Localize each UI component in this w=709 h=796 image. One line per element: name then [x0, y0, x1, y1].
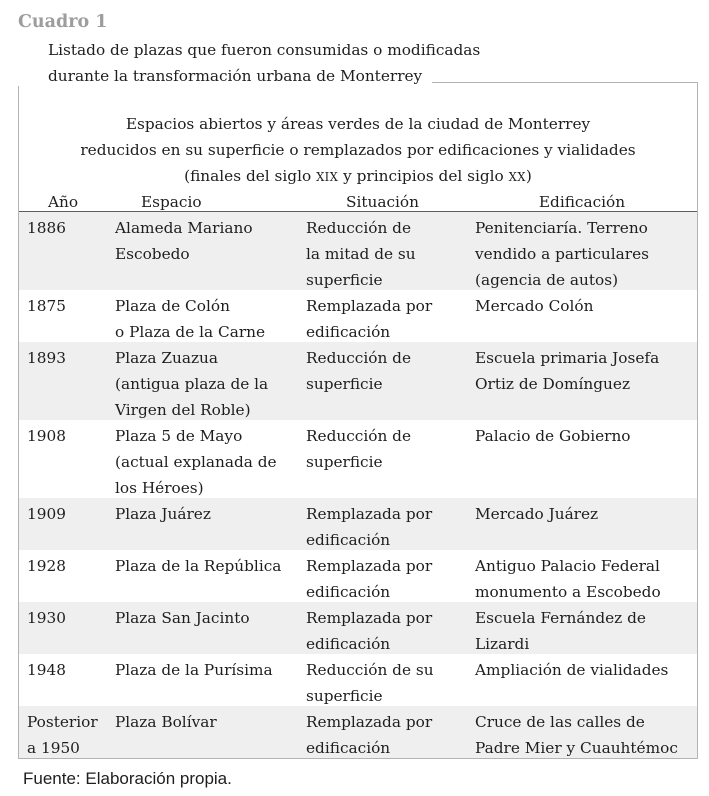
cell-text-line: Reducción de [306, 219, 412, 237]
cell-text-line: Remplazada por [306, 505, 433, 523]
cell-text-line: superficie [306, 687, 383, 705]
cell-text-line: vendido a particulares [475, 245, 649, 263]
title-century-numeral: XX [508, 170, 526, 184]
cell-text-line: Remplazada por [306, 609, 433, 627]
cell-text-line: o Plaza de la Carne [115, 323, 266, 341]
cell-edificacion [467, 654, 697, 706]
cell-espacio [107, 212, 298, 290]
cell-edificacion [467, 550, 697, 602]
cell-text-line: Reducción de [306, 349, 412, 367]
cell-text-line: edificación [306, 635, 391, 653]
cell-text-line: 1875 [27, 297, 66, 315]
cell-text-line: Escuela primaria Josefa [475, 349, 660, 367]
cell-anio [19, 602, 107, 654]
cell-espacio [107, 498, 298, 550]
cell-text-line: Mercado Juárez [475, 505, 599, 523]
cell-edificacion [467, 602, 697, 654]
cell-situacion [298, 420, 467, 498]
cell-situacion [298, 212, 467, 290]
cell-text-line: 1948 [27, 661, 66, 679]
cell-anio [19, 654, 107, 706]
cell-text-line: la mitad de su [306, 245, 416, 263]
cell-text-line: 1928 [27, 557, 66, 575]
cell-edificacion [467, 498, 697, 550]
cell-anio [19, 290, 107, 342]
cell-text-line: Plaza Bolívar [115, 713, 217, 731]
cell-text-line: Reducción de su [306, 661, 434, 679]
cell-text-line: Plaza San Jacinto [115, 609, 250, 627]
table-body [19, 212, 697, 758]
cell-anio [19, 420, 107, 498]
cell-anio [19, 706, 107, 758]
cell-situacion [298, 498, 467, 550]
title-text-segment: (finales del siglo [184, 167, 312, 185]
cell-text-line: Alameda Mariano [115, 219, 253, 237]
cell-text-line: edificación [306, 323, 391, 341]
title-century-numeral: XIX [316, 170, 339, 184]
cell-anio [19, 498, 107, 550]
cell-text-line: Penitenciaría. Terreno [475, 219, 648, 237]
cell-text-line: Mercado Colón [475, 297, 594, 315]
cell-text-line: Escobedo [115, 245, 190, 263]
table-caption [12, 37, 481, 86]
cell-espacio [107, 550, 298, 602]
cell-edificacion [467, 706, 697, 758]
cell-text-line: Plaza de la Purísima [115, 661, 273, 679]
cell-text-line: los Héroes) [115, 479, 204, 497]
cell-situacion [298, 602, 467, 654]
cell-text-line: 1886 [27, 219, 66, 237]
cell-text-line: Plaza Zuazua [115, 349, 218, 367]
source-note: Fuente: Elaboración propia. [23, 769, 232, 788]
cell-text-line: Plaza de Colón [115, 297, 230, 315]
cell-text-line: Antiguo Palacio Federal [475, 557, 660, 575]
cell-text-line: edificación [306, 739, 391, 757]
cell-espacio [107, 602, 298, 654]
header-cell-edificacion: Edificación [538, 193, 626, 211]
cell-text-line: (actual explanada de [115, 453, 277, 471]
cell-edificacion [467, 290, 697, 342]
header-cell-situacion: Situación [345, 193, 419, 211]
table-title-line: reducidos en su superficie o remplazados por edificaciones y vialidades [80, 141, 636, 159]
cell-text-line: Ampliación de vialidades [475, 661, 669, 679]
cell-text-line: edificación [306, 531, 391, 549]
cell-situacion [298, 706, 467, 758]
cell-text-line: Plaza de la República [115, 557, 282, 575]
cell-espacio [107, 706, 298, 758]
caption-line: durante la transformación urbana de Monterrey [48, 67, 423, 85]
cell-edificacion [467, 212, 697, 290]
cell-text-line: Palacio de Gobierno [475, 427, 631, 445]
table-header-row [19, 189, 697, 212]
cell-text-line: Remplazada por [306, 713, 433, 731]
title-text-segment: ) [525, 167, 532, 185]
caption-line: Listado de plazas que fueron consumidas o modificadas [48, 41, 481, 59]
table-row [19, 550, 697, 602]
cell-situacion [298, 654, 467, 706]
cell-espacio [107, 342, 298, 420]
cell-text-line: superficie [306, 375, 383, 393]
table-row [19, 706, 697, 758]
cell-text-line: superficie [306, 453, 383, 471]
cell-text-line: Remplazada por [306, 557, 433, 575]
cell-anio [19, 342, 107, 420]
cell-text-line: edificación [306, 583, 391, 601]
cell-anio [19, 212, 107, 290]
title-text-segment: y principios del siglo [343, 167, 504, 185]
cell-text-line: Plaza Juárez [115, 505, 211, 523]
cell-edificacion [467, 420, 697, 498]
cell-situacion [298, 290, 467, 342]
table-box [18, 82, 698, 759]
table-row [19, 212, 697, 290]
cell-edificacion [467, 342, 697, 420]
table-title [19, 83, 697, 189]
cell-text-line: superficie [306, 271, 383, 289]
cell-text-line: Ortiz de Domínguez [475, 375, 631, 393]
cell-text-line: (antigua plaza de la [115, 375, 269, 393]
cell-text-line: monumento a Escobedo [475, 583, 661, 601]
cell-situacion [298, 550, 467, 602]
table-row [19, 290, 697, 342]
table-row [19, 602, 697, 654]
cell-text-line: Escuela Fernández de [475, 609, 646, 627]
header-cell-espacio: Espacio [141, 193, 202, 211]
cell-text-line: Reducción de [306, 427, 412, 445]
table-row [19, 654, 697, 706]
cell-anio [19, 550, 107, 602]
cell-text-line: 1908 [27, 427, 66, 445]
cell-text-line: Padre Mier y Cuauhtémoc [475, 739, 678, 757]
header-cell-anio: Año [47, 193, 79, 211]
cell-text-line: a 1950 [27, 739, 80, 757]
table-row [19, 420, 697, 498]
cell-text-line: 1893 [27, 349, 66, 367]
cell-situacion [298, 342, 467, 420]
cell-espacio [107, 420, 298, 498]
table-row [19, 498, 697, 550]
cell-text-line: Remplazada por [306, 297, 433, 315]
cell-espacio [107, 290, 298, 342]
cell-text-line: Virgen del Roble) [115, 401, 251, 419]
cell-espacio [107, 654, 298, 706]
cell-text-line: (agencia de autos) [475, 271, 619, 289]
cell-text-line: Posterior [27, 713, 98, 731]
cell-text-line: Lizardi [475, 635, 530, 653]
cell-text-line: Plaza 5 de Mayo [115, 427, 243, 445]
table-title-line [19, 163, 697, 189]
cell-text-line: 1909 [27, 505, 66, 523]
cell-text-line: Cruce de las calles de [475, 713, 645, 731]
table-title-line: Espacios abiertos y áreas verdes de la ciudad de Monterrey [125, 115, 591, 133]
cell-text-line: 1930 [27, 609, 66, 627]
table-row [19, 342, 697, 420]
caption-label: Cuadro 1 [18, 12, 108, 32]
